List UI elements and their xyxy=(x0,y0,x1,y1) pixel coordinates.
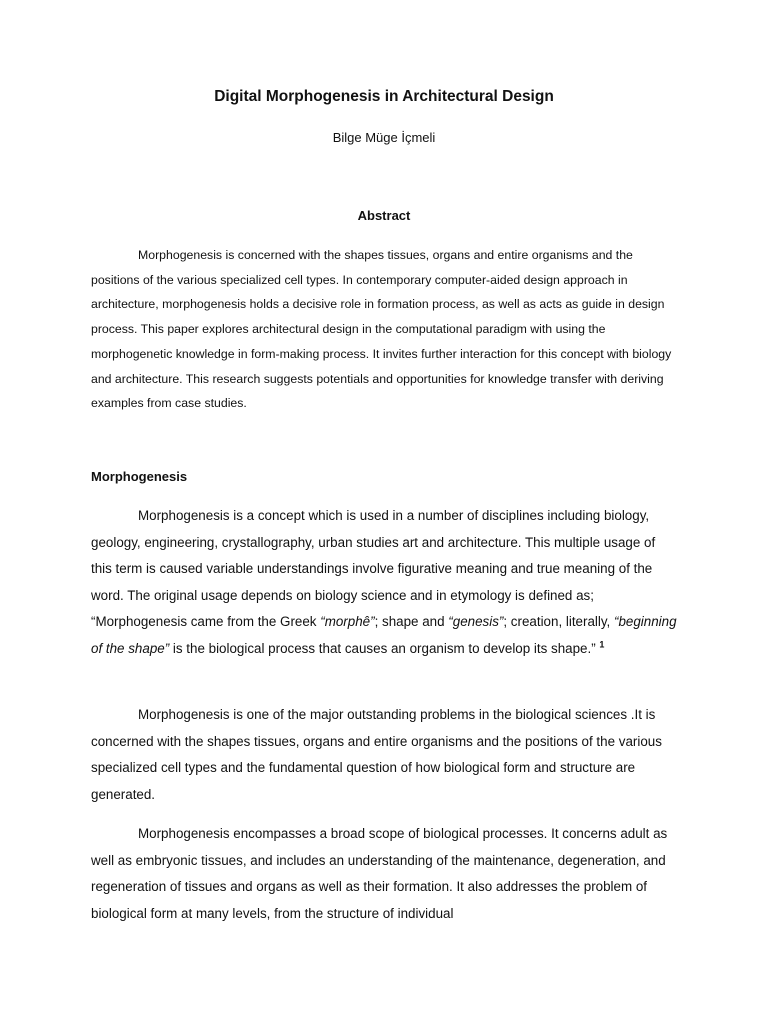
p1-text-4: is the biological process that causes an organism to develop its shape.” xyxy=(169,640,600,656)
paper-title: Digital Morphogenesis in Architectural Design xyxy=(214,88,554,105)
p1-semicolon-1: ; shape and xyxy=(374,614,449,630)
body-paragraph-1 xyxy=(91,503,679,663)
p1-italic-morphe: “morphê” xyxy=(320,614,375,630)
body-paragraph-3: Morphogenesis encompasses a broad scope of biological processes. It concerns adult as well as embryonic tissues, and includes an understanding of the maintenance, degeneration, and regeneration of tissues and organs as well as their formation. It also addresses the problem of biological form at many levels, from the structure of individual xyxy=(91,826,668,921)
abstract-paragraph: Morphogenesis is concerned with the shapes tissues, organs and entire organisms and the positions of the various specialized cell types. In contemporary computer-aided design approach in architecture, morphogenesis holds a decisive role in formation process, as well as acts as guide in design process. This paper explores architectural design in the computational paradigm with using the morphogenetic knowledge in form-making process. It invites further interaction for this concept with biology and architecture. This research suggests potentials and opportunities for knowledge transfer with deriving examples from case studies. xyxy=(91,248,672,411)
p1-italic-beginning: “beginning of the shape” xyxy=(91,614,677,656)
p1-italic-genesis: “genesis” xyxy=(448,614,504,630)
p1-text-3: ; creation, literally, xyxy=(503,614,614,630)
body-paragraph-2: Morphogenesis is one of the major outstanding problems in the biological sciences .It is concerned with the shapes tissues, organs and entire organisms and the positions of the various specialized cell types and the fundamental question of how biological form and structure are generated. xyxy=(91,707,662,802)
footnote-marker[interactable]: 1 xyxy=(599,639,605,650)
abstract-heading: Abstract xyxy=(357,208,411,223)
section-heading-morphogenesis: Morphogenesis xyxy=(91,469,188,484)
p1-text-1: Morphogenesis is a concept which is used in a number of disciplines including biology, geology, engineering, crystallography, urban studies art and architecture. This multiple usage of this term is caused variable understandings involve figurative meaning and true meaning of the word. The original usage depends on biology science and in etymology is defined as; “Morphogenesis came from the Greek xyxy=(91,508,656,630)
author-name: Bilge Müge İçmeli xyxy=(332,130,436,145)
